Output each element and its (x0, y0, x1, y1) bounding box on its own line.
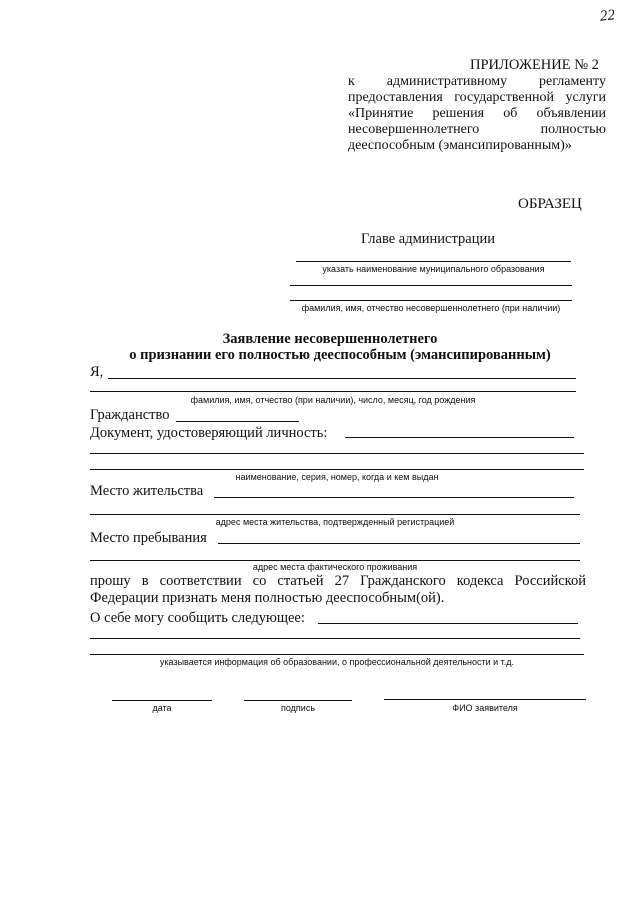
stay-label: Место пребывания (90, 530, 207, 546)
document-line-3[interactable] (90, 469, 584, 470)
citizenship-line[interactable] (176, 421, 299, 422)
citizenship-label: Гражданство (90, 407, 170, 423)
about-line-2[interactable] (90, 638, 580, 639)
document-caption: наименование, серия, номер, когда и кем выдан (235, 472, 439, 482)
sample-label: ОБРАЗЕЦ (518, 196, 582, 212)
residence-caption: адрес места жительства, подтвержденный регистрацией (215, 517, 455, 527)
i-label: Я, (90, 364, 104, 380)
about-line-3[interactable] (90, 654, 584, 655)
document-line-1[interactable] (345, 437, 574, 438)
minor-name-line-2[interactable] (290, 300, 572, 301)
date-caption: дата (152, 703, 172, 713)
minor-name-line-1[interactable] (290, 285, 572, 286)
appendix-title: ПРИЛОЖЕНИЕ № 2 (470, 57, 599, 73)
residence-line-2[interactable] (90, 514, 580, 515)
applicant-name-line-2[interactable] (90, 391, 576, 392)
document-label: Документ, удостоверяющий личность: (90, 425, 328, 441)
document-title-line-2: о признании его полностью дееспособным (эмансипированным) (129, 347, 551, 363)
minor-name-caption: фамилия, имя, отчество несовершеннолетнего (при наличии) (301, 303, 561, 313)
applicant-name-caption: фамилия, имя, отчество (при наличии), число, месяц, год рождения (190, 395, 476, 405)
about-line-1[interactable] (318, 623, 578, 624)
signature-caption: подпись (280, 703, 316, 713)
about-label: О себе могу сообщить следующее: (90, 610, 305, 626)
residence-label: Место жительства (90, 483, 204, 499)
appendix-text: к административному регламенту предоставления государственной услуги «Принятие решения об объявлении несовершеннолетнего полностью дееспособным (эмансипированным)» (348, 74, 606, 153)
document-title-line-1: Заявление несовершеннолетнего (222, 331, 438, 347)
stay-line-2[interactable] (90, 560, 580, 561)
date-line[interactable] (112, 700, 212, 701)
about-caption: указывается информация об образовании, о профессиональной деятельности и т.д. (159, 657, 515, 667)
applicant-name-signature-caption: ФИО заявителя (452, 703, 518, 713)
applicant-name-line-1[interactable] (108, 378, 576, 379)
signature-line[interactable] (244, 700, 352, 701)
municipality-line[interactable] (296, 261, 571, 262)
document-line-2[interactable] (90, 453, 584, 454)
request-text: прошу в соответствии со статьей 27 Гражданского кодекса Российской Федерации признать меня полностью дееспособным(ой). (90, 573, 586, 606)
addressee-label: Главе администрации (361, 231, 495, 247)
applicant-name-signature-line[interactable] (384, 699, 586, 700)
stay-caption: адрес места фактического проживания (252, 562, 418, 572)
municipality-caption: указать наименование муниципального образования (322, 264, 545, 274)
stay-line-1[interactable] (218, 543, 580, 544)
residence-line-1[interactable] (214, 497, 574, 498)
page-number: 22 (599, 7, 616, 25)
